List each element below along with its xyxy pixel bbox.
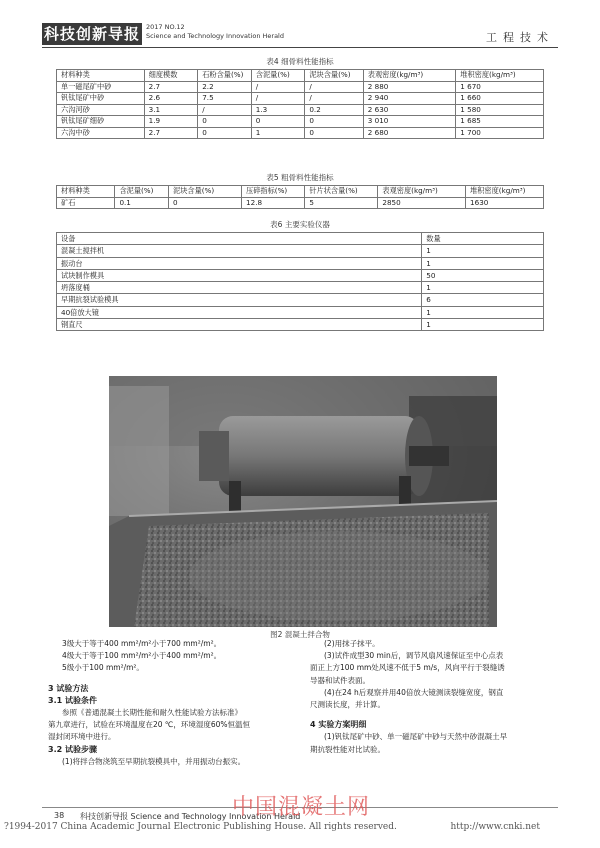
- header-cell: 石粉含量(%): [198, 70, 252, 82]
- table-cell: 40倍放大镜: [57, 306, 422, 318]
- header-cell: 材料种类: [57, 70, 145, 82]
- table-cell: 1: [422, 257, 544, 269]
- table-cell: 混凝土搅拌机: [57, 245, 422, 257]
- header-cell: 堆积密度(kg/m³): [466, 186, 544, 198]
- table-cell: 矿石: [57, 197, 115, 209]
- table-cell: 5: [305, 197, 378, 209]
- table-cell: 1630: [466, 197, 544, 209]
- paragraph-line: 期抗裂性能对比试验。: [310, 744, 385, 754]
- table-cell: 1.3: [251, 104, 305, 116]
- table-cell: 2.7: [144, 81, 198, 93]
- header-cell: 材料种类: [57, 186, 115, 198]
- table-cell: 1 660: [456, 93, 544, 105]
- footer-magazine: 科技创新导报 Science and Technology Innovation Herald: [80, 812, 301, 821]
- table-cell: 2 630: [363, 104, 456, 116]
- table-row: [57, 269, 544, 281]
- table-row: [57, 104, 544, 116]
- header-cell: 泥块含量(%): [305, 70, 363, 82]
- grade-4-text: 4级大于等于100 mm²/m²小于400 mm²/m²。: [62, 651, 222, 661]
- table-cell: 2.2: [198, 81, 252, 93]
- table-cell: 钒钛尾矿细砂: [57, 116, 145, 128]
- site-watermark: 中国混凝土网: [232, 795, 371, 820]
- header-cell: 表观密度(kg/m³): [363, 70, 456, 82]
- table-cell: 1: [422, 282, 544, 294]
- table-cell: 1 700: [456, 127, 544, 139]
- table-cell: /: [251, 93, 305, 105]
- paragraph-line: 参照《普通混凝土长期性能和耐久性能试验方法标准》: [62, 708, 242, 718]
- table-cell: 1.9: [144, 116, 198, 128]
- table-cell: 1: [422, 306, 544, 318]
- paragraph-line: (1)将拌合物浇筑至早期抗裂模具中，并用振动台振实。: [62, 756, 246, 766]
- table-cell: 12.8: [242, 197, 305, 209]
- header-divider: [42, 47, 558, 48]
- table-cell: 1: [422, 319, 544, 331]
- table-cell: 2 940: [363, 93, 456, 105]
- header-cell: 含泥量(%): [251, 70, 305, 82]
- table-cell: 0: [198, 127, 252, 139]
- table-cell: 单一磁尾矿中砂: [57, 81, 145, 93]
- table-cell: /: [251, 81, 305, 93]
- table-cell: 0: [305, 127, 363, 139]
- table-cell: 0.2: [305, 104, 363, 116]
- table5-caption: 表5 粗骨料性能指标: [266, 173, 334, 182]
- left-column: [48, 638, 294, 768]
- table-cell: 2.7: [144, 127, 198, 139]
- grade-3-text: 3级大于等于400 mm²/m²小于700 mm²/m²。: [62, 639, 222, 648]
- paragraph-line: 第九章进行，试验在环境温度在20 ℃，环境湿度60%恒温恒: [48, 720, 251, 730]
- table-cell: 50: [422, 269, 544, 281]
- journal-logo: 科技创新导报: [43, 25, 140, 43]
- table-cell: 2 880: [363, 81, 456, 93]
- table-cell: 0: [251, 116, 305, 128]
- table-cell: 0: [169, 197, 242, 209]
- table-row: [57, 197, 544, 209]
- table-cell: 2 680: [363, 127, 456, 139]
- table-cell: 2.6: [144, 93, 198, 105]
- table-row: [57, 319, 544, 331]
- table-row: [57, 245, 544, 257]
- table-cell: /: [305, 93, 363, 105]
- journal-english-name: Science and Technology Innovation Herald: [146, 32, 284, 40]
- table-cell: 钢直尺: [57, 319, 422, 331]
- table-cell: 6: [422, 294, 544, 306]
- header-cell: 压碎指标(%): [242, 186, 305, 198]
- section-3-heading: 3 试验方法: [48, 683, 89, 693]
- paragraph-line: (4)在24 h后观察并用40倍放大镜测读裂缝宽度，钢直: [324, 687, 504, 697]
- section-title: 工程技术: [486, 31, 554, 44]
- header-cell: 堆积密度(kg/m³): [456, 70, 544, 82]
- table-row: [57, 306, 544, 318]
- table-header-row: [57, 186, 544, 198]
- concrete-mixture-photo: [109, 376, 497, 627]
- header-cell: 含泥量(%): [115, 186, 169, 198]
- table-cell: 1: [251, 127, 305, 139]
- table-cell: 1: [422, 245, 544, 257]
- paragraph-line: 面正上方100 mm处风速不低于5 m/s，风向平行于裂缝诱: [310, 663, 505, 673]
- table5: [56, 185, 544, 209]
- table-cell: 3 010: [363, 116, 456, 128]
- table-cell: 1 580: [456, 104, 544, 116]
- table-cell: 2850: [378, 197, 466, 209]
- table-cell: 六沟中砂: [57, 127, 145, 139]
- table-header-row: [57, 233, 544, 245]
- header-cell: 针片状含量(%): [305, 186, 378, 198]
- table-cell: 振动台: [57, 257, 422, 269]
- figure-caption: 图2 混凝土拌合物: [270, 630, 330, 639]
- table-cell: 试块制作模具: [57, 269, 422, 281]
- table-row: [57, 93, 544, 105]
- header-cell: 表观密度(kg/m³): [378, 186, 466, 198]
- table-cell: 六沟河砂: [57, 104, 145, 116]
- page-number: 38: [54, 811, 65, 820]
- paragraph-line: (1)钒钛尾矿中砂、单一磁尾矿中砂与天然中砂混凝土早: [324, 732, 508, 742]
- table-row: [57, 81, 544, 93]
- header-cell: 数量: [422, 233, 544, 245]
- table-row: [57, 294, 544, 306]
- paragraph-line: 湿封闭环境中进行。: [48, 732, 116, 742]
- table-cell: 0.1: [115, 197, 169, 209]
- table-cell: 钒钛尾矿中砂: [57, 93, 145, 105]
- table-cell: 0: [305, 116, 363, 128]
- grade-5-text: 5级小于100 mm²/m²。: [62, 663, 144, 673]
- table-cell: 早期抗裂试验模具: [57, 294, 422, 306]
- table6: [56, 232, 544, 331]
- table-cell: 坍落度桶: [57, 282, 422, 294]
- table-row: [57, 282, 544, 294]
- section-4-heading: 4 实验方案明细: [310, 720, 367, 730]
- table-cell: 3.1: [144, 104, 198, 116]
- table-cell: 0: [198, 116, 252, 128]
- header-cell: 细度模数: [144, 70, 198, 82]
- table6-caption: 表6 主要实验仪器: [270, 220, 330, 229]
- table-header-row: [57, 70, 544, 82]
- header-cell: 泥块含量(%): [169, 186, 242, 198]
- table-cell: /: [198, 104, 252, 116]
- table-row: [57, 257, 544, 269]
- section-3-1-heading: 3.1 试验条件: [48, 695, 97, 705]
- table-cell: 7.5: [198, 93, 252, 105]
- paragraph-line: (2)用抹子抹平。: [324, 639, 380, 648]
- right-column: [310, 638, 542, 756]
- section-3-2-heading: 3.2 试验步骤: [48, 744, 97, 754]
- issue-number: 2017 NO.12: [146, 23, 185, 31]
- table4: [56, 69, 544, 139]
- paragraph-line: 导器和试件表面。: [310, 675, 370, 685]
- table-cell: 1 685: [456, 116, 544, 128]
- table-row: [57, 127, 544, 139]
- table-cell: 1 670: [456, 81, 544, 93]
- paragraph-line: (3)试件成型30 min后，调节风扇风速保证至中心点表: [324, 651, 504, 661]
- cnki-link[interactable]: http://www.cnki.net: [450, 822, 540, 832]
- copyright-notice: ?1994-2017 China Academic Journal Electronic Publishing House. All rights reserved.: [4, 822, 397, 832]
- header-cell: 设备: [57, 233, 422, 245]
- paragraph-line: 尺测读长度，并计算。: [310, 700, 385, 710]
- table-row: [57, 116, 544, 128]
- table-cell: /: [305, 81, 363, 93]
- table4-caption: 表4 细骨料性能指标: [266, 57, 334, 66]
